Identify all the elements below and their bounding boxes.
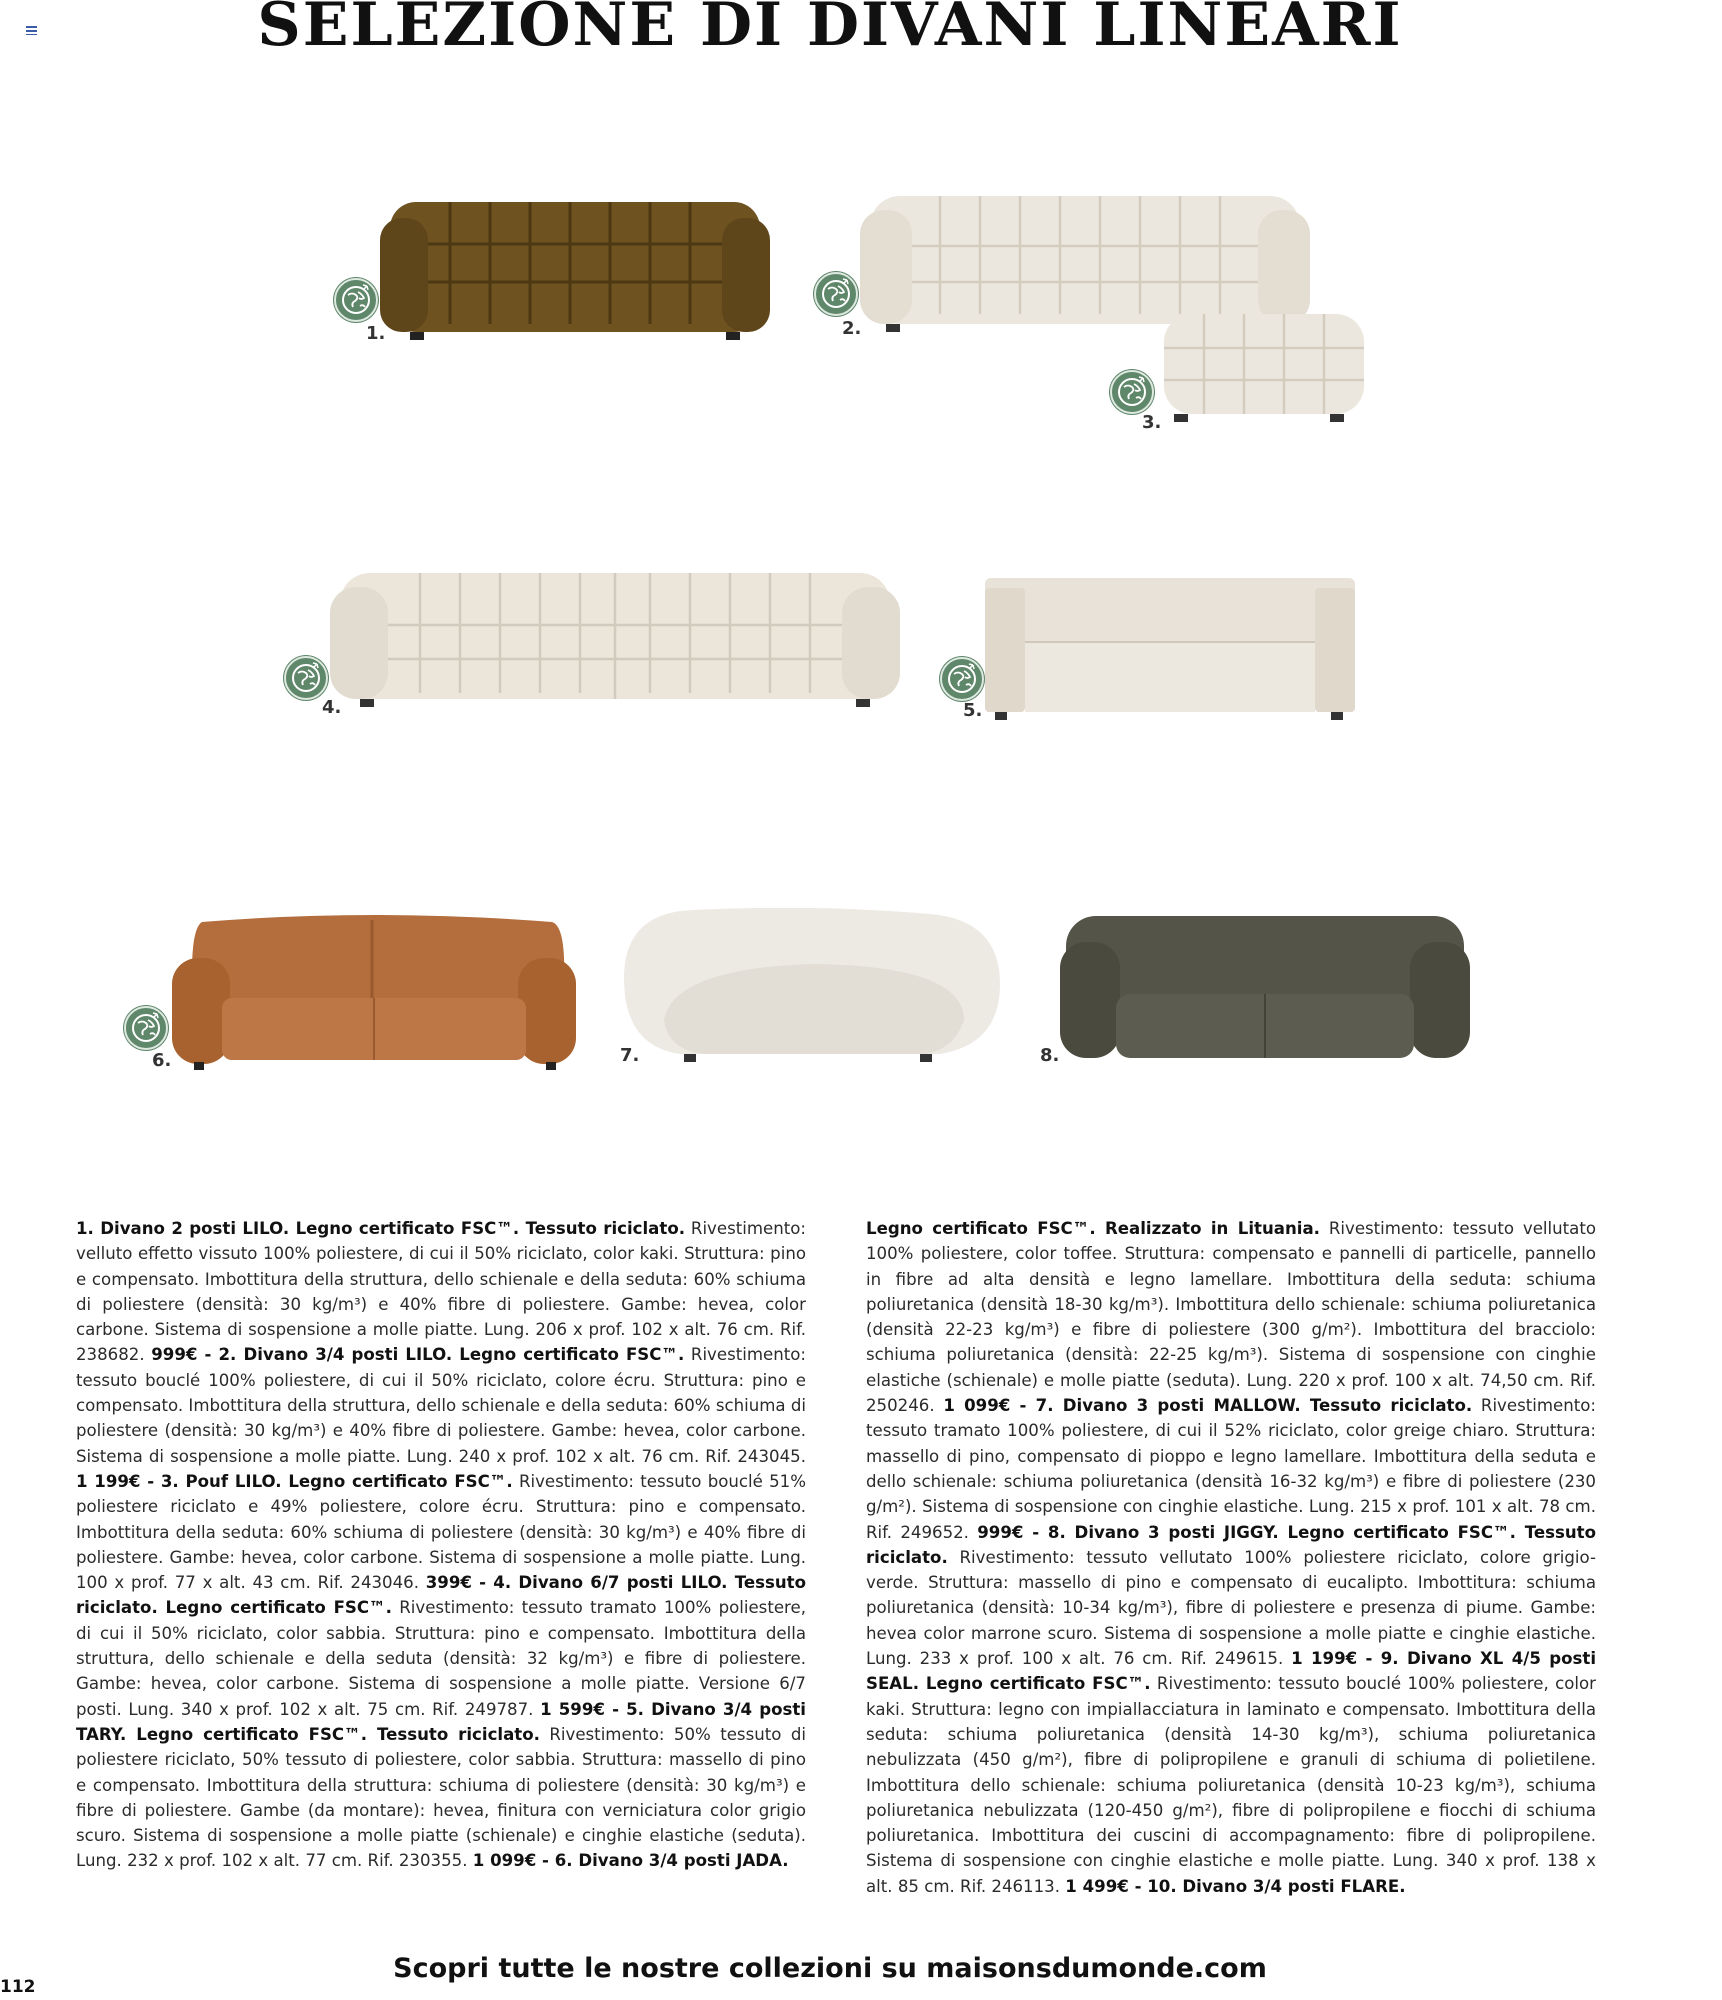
product-image-7[interactable] xyxy=(624,908,1000,1068)
desc-bold: Legno certificato FSC™. Realizzato in Lituania. xyxy=(866,1219,1320,1238)
description-column-right xyxy=(866,1216,1596,1899)
desc-text: Rivestimento: tessuto vellutato 100% poliestere riciclato, colore grigio-verde. Struttura: massello di pino e compensato di eucalipto. Imbottitura: schiuma poliuretanica (densità: 10-34 kg/m³), fibre di poliestere e presenza di piume. Gambe: hevea color marrone scuro. Sistema di sospensione a molle piatte e cinghie elastiche. Lung. 233 x prof. 100 x alt. 76 cm. Rif. 249615. xyxy=(866,1547,1596,1669)
desc-bold: 1 599€ - 5. Divano 3/4 posti TARY. Legno certificato FSC™. Tessuto riciclato. xyxy=(76,1699,806,1744)
desc-text: Rivestimento: tessuto tramato 100% poliestere, di cui il 50% riciclato, color sabbia. Struttura: pino e compensato. Imbottitura della struttura, dello schienale e della seduta (densità: 32 kg/m³) e fibre di poliestere. Gambe: hevea, color carbone. Sistema di sospensione a molle piatte. Versione 6/7 posti. Lung. 340 x prof. 102 x alt. 75 cm. Rif. 249787. xyxy=(76,1598,806,1719)
product-number-6: 6. xyxy=(152,1050,172,1071)
product-number-7: 7. xyxy=(620,1045,640,1066)
desc-text: Rivestimento: 50% tessuto di poliestere riciclato, 50% tessuto di poliestere, color sabbia. Struttura: massello di pino e compensato. Imbottitura della struttura: schiuma di poliestere (densità: 30 kg/m³) e fibre di poliestere. Gambe (da montare): hevea, finitura con verniciatura color grigio scuro. Sistema di sospensione a molle piatte (schienale) e cinghie elastiche (seduta). Lung. 232 x prof. 102 x alt. 77 cm. Rif. 230355. xyxy=(76,1724,806,1871)
product-image-1[interactable] xyxy=(380,188,770,348)
product-image-4[interactable] xyxy=(330,565,900,715)
product-image-6[interactable] xyxy=(172,912,576,1072)
desc-bold: 999€ - 8. Divano 3 posti JIGGY. Legno certificato FSC™. Tessuto riciclato. xyxy=(866,1522,1596,1567)
description-column-left xyxy=(76,1216,806,1874)
desc-bold: 1 099€ - 6. Divano 3/4 posti JADA. xyxy=(472,1851,789,1871)
product-image-3[interactable] xyxy=(1162,310,1366,426)
product-number-2: 2. xyxy=(842,318,862,339)
eco-badge-6 xyxy=(124,1006,168,1050)
eco-badge-5 xyxy=(940,657,984,701)
desc-bold: 1 099€ - 7. Divano 3 posti MALLOW. Tessuto riciclato. xyxy=(943,1396,1473,1416)
desc-bold: 1 199€ - 3. Pouf LILO. Legno certificato FSC™. xyxy=(76,1471,513,1491)
desc-bold: 1 199€ - 9. Divano XL 4/5 posti SEAL. Legno certificato FSC™. xyxy=(866,1649,1597,1694)
desc-bold: 1 499€ - 10. Divano 3/4 posti FLARE. xyxy=(1065,1876,1406,1896)
desc-text: Rivestimento: velluto effetto vissuto 100% poliestere, di cui il 50% riciclato, color kaki. Struttura: pino e compensato. Imbottitura della struttura, dello schienale e della seduta: 60% schiuma di poliestere (densità: 30 kg/m³) e 40% fibre di poliestere. Gambe: hevea, color carbone. Sistema di sospensione a molle piatte. Lung. 206 x prof. 102 x alt. 76 cm. Rif. 238682. xyxy=(76,1219,806,1365)
desc-bold: 399€ - 4. Divano 6/7 posti LILO. Tessuto riciclato. Legno certificato FSC™. xyxy=(76,1573,806,1618)
eco-badge-4 xyxy=(284,656,328,700)
desc-bold: 1. Divano 2 posti LILO. Legno certificato FSC™. Tessuto riciclato. xyxy=(76,1219,686,1238)
product-number-3: 3. xyxy=(1142,412,1162,433)
desc-bold: 999€ - 2. Divano 3/4 posti LILO. Legno certificato FSC™. xyxy=(151,1345,685,1365)
product-number-1: 1. xyxy=(366,323,386,344)
product-number-5: 5. xyxy=(963,700,983,721)
page-number: 112 xyxy=(0,1977,36,1997)
desc-text: Rivestimento: tessuto bouclé 100% poliestere, di cui il 50% riciclato, colore écru. Struttura: pino e compensato. Imbottitura della struttura, dello schienale e della seduta: 60% schiuma di poliestere (densità: 30 kg/m³) e 40% fibre di poliestere. Gambe: hevea, color carbone. Sistema di sospensione a molle piatte. Lung. 240 x prof. 102 x alt. 76 cm. Rif. 243045. xyxy=(76,1345,806,1466)
desc-text: Rivestimento: tessuto tramato 100% poliestere, di cui il 52% riciclato, color greige chiaro. Struttura: massello di pino, compensato di pioppo e legno lamellare. Imbottitura della seduta e dello schienale: schiuma poliuretanica (densità 16-32 kg/m³) e fibre di poliestere (230 g/m²). Sistema di sospensione con cinghie elastiche. Lung. 215 x prof. 101 x alt. 78 cm. Rif. 249652. xyxy=(866,1396,1596,1542)
desc-text: Rivestimento: tessuto bouclé 51% poliestere riciclato e 49% poliestere, colore écru. Struttura: pino e compensato. Imbottitura della seduta: 60% schiuma di poliestere (densità: 30 kg/m³) e 40% fibre di poliestere. Gambe: hevea, color carbone. Sistema di sospensione a molle piatte. Lung. 100 x prof. 77 x alt. 43 cm. Rif. 243046. xyxy=(76,1471,806,1593)
desc-text: Rivestimento: tessuto bouclé 100% poliestere, color kaki. Struttura: legno con impiallacciatura in laminato e compensato. Imbottitura della seduta: schiuma poliuretanica (densità 14-30 kg/m³), schiuma poliuretanica nebulizzata (450 g/m²), fibre di polipropilene e granuli di schiuma di polietilene. Imbottitura dello schienale: schiuma poliuretanica (densità 10-23 kg/m³), schiuma poliuretanica nebulizzata (120-450 g/m²), fibre di polipropilene e fiocchi di schiuma poliuretanica. Imbottitura dei cuscini di accompagnamento: fibre di polipropilene. Sistema di sospensione con cinghie elastiche e molle piatte. Lung. 340 x prof. 138 x alt. 85 cm. Rif. 246113. xyxy=(866,1674,1596,1896)
eco-badge-1 xyxy=(334,278,378,322)
desc-text: Rivestimento: tessuto vellutato 100% poliestere, color toffee. Struttura: compensato e pannelli di particelle, pannello in fibre ad alta densità e legno lamellare. Imbottitura della seduta: schiuma poliuretanica (densità 18-30 kg/m³). Imbottitura dello schienale: schiuma poliuretanica (densità 22-23 kg/m³) e fibre di poliestere (300 g/m²). Imbottitura del bracciolo: schiuma poliuretanica (densità: 22-25 kg/m³). Sistema di sospensione con cinghie elastiche (schienale) e molle piatte (seduta). Lung. 220 x prof. 100 x alt. 74,50 cm. Rif. 250246. xyxy=(866,1219,1596,1416)
eco-badge-2 xyxy=(814,272,858,316)
product-number-8: 8. xyxy=(1040,1045,1060,1066)
footer-link[interactable]: Scopri tutte le nostre collezioni su maisonsdumonde.com xyxy=(393,1953,1267,1984)
page-title: SELEZIONE DI DIVANI LINEARI xyxy=(257,0,1403,60)
product-number-4: 4. xyxy=(322,697,342,718)
product-image-8[interactable] xyxy=(1060,912,1470,1064)
eco-badge-3 xyxy=(1110,370,1154,414)
product-image-5[interactable] xyxy=(985,578,1355,722)
